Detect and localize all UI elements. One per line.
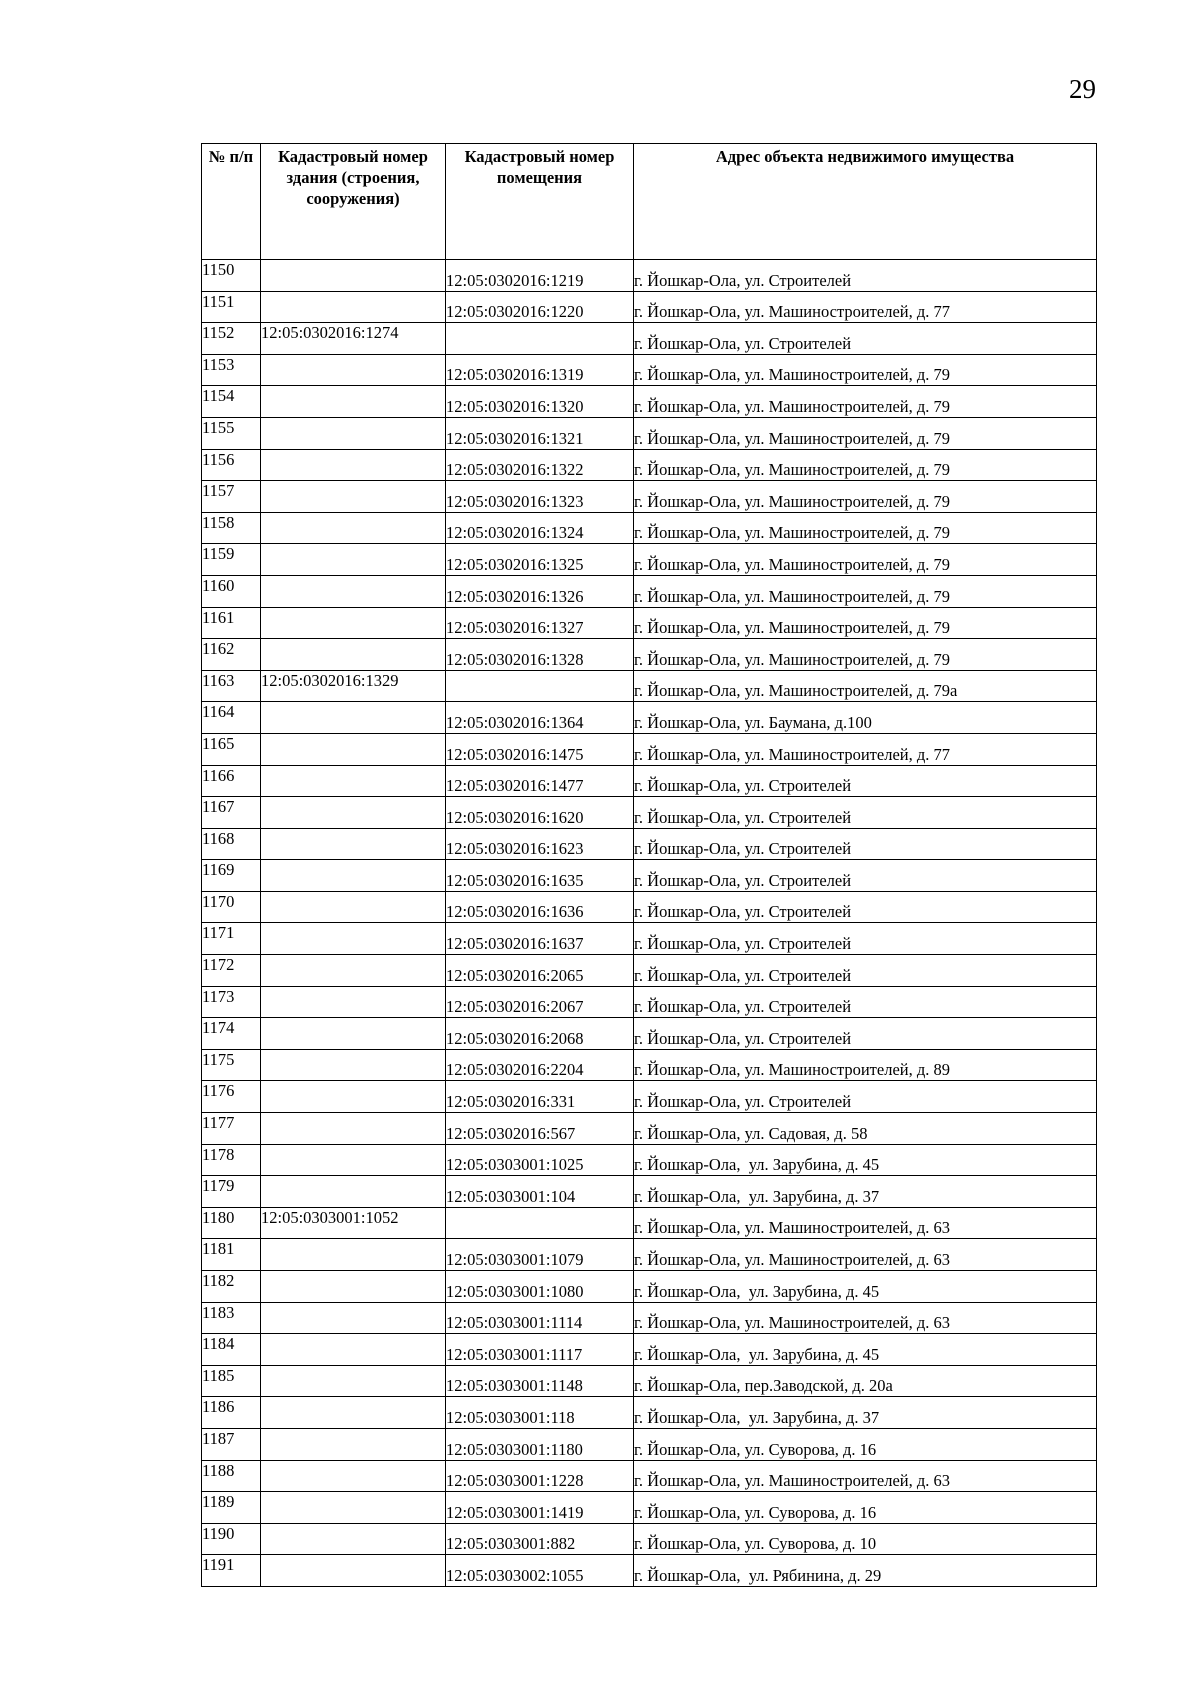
room-cadastral-number: 12:05:0302016:2065	[446, 955, 634, 987]
table-row	[202, 1113, 1097, 1145]
room-cadastral-number: 12:05:0303001:1228	[446, 1460, 634, 1492]
room-cadastral-number	[446, 670, 634, 702]
table-row	[202, 291, 1097, 323]
table-row	[202, 417, 1097, 449]
room-cadastral-number: 12:05:0302016:1636	[446, 891, 634, 923]
property-address: г. Йошкар-Ола, ул. Суворова, д. 16	[634, 1492, 1097, 1524]
property-address: г. Йошкар-Ола, ул. Строителей	[634, 828, 1097, 860]
building-cadastral-number	[261, 1302, 446, 1334]
building-cadastral-number	[261, 512, 446, 544]
property-address: г. Йошкар-Ола, ул. Машиностроителей, д. 63	[634, 1302, 1097, 1334]
property-address: г. Йошкар-Ола, ул. Строителей	[634, 797, 1097, 829]
row-number: 1164	[202, 702, 261, 734]
building-cadastral-number	[261, 1239, 446, 1271]
building-cadastral-number	[261, 1176, 446, 1208]
table-header-row	[202, 144, 1097, 260]
property-address: г. Йошкар-Ола, ул. Зарубина, д. 45	[634, 1334, 1097, 1366]
building-cadastral-number	[261, 1113, 446, 1145]
room-cadastral-number: 12:05:0302016:1324	[446, 512, 634, 544]
row-number: 1152	[202, 323, 261, 355]
building-cadastral-number	[261, 1081, 446, 1113]
table-row	[202, 923, 1097, 955]
row-number: 1166	[202, 765, 261, 797]
table-row	[202, 481, 1097, 513]
table-row	[202, 1523, 1097, 1555]
room-cadastral-number: 12:05:0303001:1114	[446, 1302, 634, 1334]
table-row	[202, 1555, 1097, 1587]
row-number: 1177	[202, 1113, 261, 1145]
table-row	[202, 828, 1097, 860]
building-cadastral-number	[261, 955, 446, 987]
table-row	[202, 1271, 1097, 1303]
row-number: 1190	[202, 1523, 261, 1555]
table-row	[202, 544, 1097, 576]
table-row	[202, 986, 1097, 1018]
property-address: г. Йошкар-Ола, ул. Садовая, д. 58	[634, 1113, 1097, 1145]
property-address: г. Йошкар-Ола, ул. Зарубина, д. 37	[634, 1397, 1097, 1429]
room-cadastral-number: 12:05:0302016:2067	[446, 986, 634, 1018]
row-number: 1155	[202, 417, 261, 449]
property-address: г. Йошкар-Ола, ул. Суворова, д. 16	[634, 1428, 1097, 1460]
building-cadastral-number	[261, 765, 446, 797]
header-number: № п/п	[202, 144, 261, 260]
row-number: 1169	[202, 860, 261, 892]
table-row	[202, 1144, 1097, 1176]
building-cadastral-number	[261, 1334, 446, 1366]
property-address: г. Йошкар-Ола, пер.Заводской, д. 20а	[634, 1365, 1097, 1397]
room-cadastral-number: 12:05:0302016:1323	[446, 481, 634, 513]
property-registry-table	[201, 143, 1097, 1587]
table-row	[202, 575, 1097, 607]
room-cadastral-number	[446, 323, 634, 355]
row-number: 1184	[202, 1334, 261, 1366]
room-cadastral-number: 12:05:0302016:1620	[446, 797, 634, 829]
row-number: 1150	[202, 260, 261, 292]
building-cadastral-number	[261, 1365, 446, 1397]
building-cadastral-number	[261, 260, 446, 292]
row-number: 1167	[202, 797, 261, 829]
row-number: 1188	[202, 1460, 261, 1492]
property-address: г. Йошкар-Ола, ул. Строителей	[634, 323, 1097, 355]
building-cadastral-number	[261, 1397, 446, 1429]
building-cadastral-number	[261, 797, 446, 829]
header-building-cadastral: Кадастровый номер здания (строения, сооружения)	[261, 144, 446, 260]
room-cadastral-number: 12:05:0303002:1055	[446, 1555, 634, 1587]
property-address: г. Йошкар-Ола, ул. Зарубина, д. 45	[634, 1144, 1097, 1176]
row-number: 1168	[202, 828, 261, 860]
row-number: 1161	[202, 607, 261, 639]
property-address: г. Йошкар-Ола, ул. Строителей	[634, 923, 1097, 955]
row-number: 1162	[202, 639, 261, 671]
building-cadastral-number	[261, 1460, 446, 1492]
building-cadastral-number	[261, 386, 446, 418]
row-number: 1170	[202, 891, 261, 923]
building-cadastral-number	[261, 1555, 446, 1587]
room-cadastral-number: 12:05:0302016:567	[446, 1113, 634, 1145]
room-cadastral-number: 12:05:0303001:104	[446, 1176, 634, 1208]
building-cadastral-number	[261, 607, 446, 639]
room-cadastral-number: 12:05:0303001:1419	[446, 1492, 634, 1524]
room-cadastral-number: 12:05:0302016:1319	[446, 354, 634, 386]
room-cadastral-number: 12:05:0303001:1117	[446, 1334, 634, 1366]
room-cadastral-number: 12:05:0302016:1477	[446, 765, 634, 797]
row-number: 1174	[202, 1018, 261, 1050]
property-address: г. Йошкар-Ола, ул. Машиностроителей, д. 89	[634, 1049, 1097, 1081]
room-cadastral-number: 12:05:0302016:1635	[446, 860, 634, 892]
property-address: г. Йошкар-Ола, ул. Суворова, д. 10	[634, 1523, 1097, 1555]
room-cadastral-number: 12:05:0303001:118	[446, 1397, 634, 1429]
table-row	[202, 1207, 1097, 1239]
property-address: г. Йошкар-Ола, ул. Зарубина, д. 37	[634, 1176, 1097, 1208]
building-cadastral-number	[261, 1428, 446, 1460]
table-row	[202, 323, 1097, 355]
room-cadastral-number: 12:05:0302016:1220	[446, 291, 634, 323]
building-cadastral-number	[261, 828, 446, 860]
table-row	[202, 1302, 1097, 1334]
table-row	[202, 607, 1097, 639]
property-address: г. Йошкар-Ола, ул. Строителей	[634, 860, 1097, 892]
building-cadastral-number	[261, 986, 446, 1018]
table-row	[202, 1081, 1097, 1113]
table-row	[202, 1018, 1097, 1050]
row-number: 1179	[202, 1176, 261, 1208]
table-row	[202, 891, 1097, 923]
property-address: г. Йошкар-Ола, ул. Баумана, д.100	[634, 702, 1097, 734]
room-cadastral-number: 12:05:0303001:1180	[446, 1428, 634, 1460]
room-cadastral-number: 12:05:0302016:1623	[446, 828, 634, 860]
building-cadastral-number	[261, 1271, 446, 1303]
room-cadastral-number: 12:05:0303001:1025	[446, 1144, 634, 1176]
building-cadastral-number	[261, 1523, 446, 1555]
row-number: 1157	[202, 481, 261, 513]
header-address: Адрес объекта недвижимого имущества	[634, 144, 1097, 260]
row-number: 1182	[202, 1271, 261, 1303]
building-cadastral-number	[261, 1018, 446, 1050]
row-number: 1165	[202, 733, 261, 765]
table-row	[202, 512, 1097, 544]
table-row	[202, 955, 1097, 987]
building-cadastral-number	[261, 923, 446, 955]
property-address: г. Йошкар-Ола, ул. Машиностроителей, д. 79	[634, 639, 1097, 671]
property-address: г. Йошкар-Ола, ул. Машиностроителей, д. 63	[634, 1207, 1097, 1239]
property-address: г. Йошкар-Ола, ул. Рябинина, д. 29	[634, 1555, 1097, 1587]
building-cadastral-number	[261, 417, 446, 449]
property-address: г. Йошкар-Ола, ул. Строителей	[634, 955, 1097, 987]
property-address: г. Йошкар-Ола, ул. Машиностроителей, д. 79а	[634, 670, 1097, 702]
property-address: г. Йошкар-Ола, ул. Машиностроителей, д. 63	[634, 1460, 1097, 1492]
table-row	[202, 1397, 1097, 1429]
table-row	[202, 1460, 1097, 1492]
table-row	[202, 860, 1097, 892]
property-address: г. Йошкар-Ола, ул. Строителей	[634, 765, 1097, 797]
room-cadastral-number: 12:05:0302016:1321	[446, 417, 634, 449]
row-number: 1186	[202, 1397, 261, 1429]
row-number: 1173	[202, 986, 261, 1018]
building-cadastral-number	[261, 544, 446, 576]
property-address: г. Йошкар-Ола, ул. Машиностроителей, д. 77	[634, 291, 1097, 323]
room-cadastral-number: 12:05:0302016:1637	[446, 923, 634, 955]
row-number: 1158	[202, 512, 261, 544]
room-cadastral-number	[446, 1207, 634, 1239]
table-row	[202, 260, 1097, 292]
building-cadastral-number: 12:05:0302016:1329	[261, 670, 446, 702]
row-number: 1181	[202, 1239, 261, 1271]
property-address: г. Йошкар-Ола, ул. Машиностроителей, д. 79	[634, 512, 1097, 544]
property-address: г. Йошкар-Ола, ул. Машиностроителей, д. 79	[634, 607, 1097, 639]
room-cadastral-number: 12:05:0302016:2068	[446, 1018, 634, 1050]
table-row	[202, 1239, 1097, 1271]
building-cadastral-number	[261, 702, 446, 734]
building-cadastral-number: 12:05:0303001:1052	[261, 1207, 446, 1239]
table-row	[202, 449, 1097, 481]
property-address: г. Йошкар-Ола, ул. Машиностроителей, д. 79	[634, 386, 1097, 418]
row-number: 1160	[202, 575, 261, 607]
row-number: 1171	[202, 923, 261, 955]
table-row	[202, 670, 1097, 702]
table-body	[202, 260, 1097, 1587]
room-cadastral-number: 12:05:0303001:1080	[446, 1271, 634, 1303]
property-address: г. Йошкар-Ола, ул. Зарубина, д. 45	[634, 1271, 1097, 1303]
row-number: 1183	[202, 1302, 261, 1334]
room-cadastral-number: 12:05:0303001:1079	[446, 1239, 634, 1271]
property-address: г. Йошкар-Ола, ул. Строителей	[634, 260, 1097, 292]
building-cadastral-number	[261, 575, 446, 607]
property-address: г. Йошкар-Ола, ул. Строителей	[634, 1081, 1097, 1113]
row-number: 1178	[202, 1144, 261, 1176]
building-cadastral-number	[261, 449, 446, 481]
property-address: г. Йошкар-Ола, ул. Строителей	[634, 986, 1097, 1018]
building-cadastral-number	[261, 481, 446, 513]
table-row	[202, 1492, 1097, 1524]
table-row	[202, 1049, 1097, 1081]
property-address: г. Йошкар-Ола, ул. Машиностроителей, д. 79	[634, 354, 1097, 386]
room-cadastral-number: 12:05:0302016:1219	[446, 260, 634, 292]
property-address: г. Йошкар-Ола, ул. Машиностроителей, д. 77	[634, 733, 1097, 765]
row-number: 1154	[202, 386, 261, 418]
property-address: г. Йошкар-Ола, ул. Машиностроителей, д. 79	[634, 481, 1097, 513]
table-row	[202, 1365, 1097, 1397]
property-address: г. Йошкар-Ола, ул. Машиностроителей, д. 79	[634, 575, 1097, 607]
table-row	[202, 702, 1097, 734]
row-number: 1176	[202, 1081, 261, 1113]
row-number: 1156	[202, 449, 261, 481]
table-row	[202, 797, 1097, 829]
building-cadastral-number: 12:05:0302016:1274	[261, 323, 446, 355]
property-address: г. Йошкар-Ола, ул. Машиностроителей, д. 63	[634, 1239, 1097, 1271]
room-cadastral-number: 12:05:0303001:882	[446, 1523, 634, 1555]
building-cadastral-number	[261, 860, 446, 892]
row-number: 1191	[202, 1555, 261, 1587]
row-number: 1153	[202, 354, 261, 386]
property-address: г. Йошкар-Ола, ул. Строителей	[634, 1018, 1097, 1050]
table-row	[202, 1334, 1097, 1366]
table-row	[202, 1428, 1097, 1460]
room-cadastral-number: 12:05:0302016:1364	[446, 702, 634, 734]
room-cadastral-number: 12:05:0302016:2204	[446, 1049, 634, 1081]
table-row	[202, 765, 1097, 797]
table-row	[202, 639, 1097, 671]
header-room-cadastral: Кадастровый номер помещения	[446, 144, 634, 260]
row-number: 1185	[202, 1365, 261, 1397]
row-number: 1172	[202, 955, 261, 987]
room-cadastral-number: 12:05:0302016:331	[446, 1081, 634, 1113]
table-row	[202, 354, 1097, 386]
building-cadastral-number	[261, 1492, 446, 1524]
room-cadastral-number: 12:05:0302016:1328	[446, 639, 634, 671]
building-cadastral-number	[261, 891, 446, 923]
table-row	[202, 386, 1097, 418]
row-number: 1187	[202, 1428, 261, 1460]
building-cadastral-number	[261, 291, 446, 323]
table-row	[202, 733, 1097, 765]
property-address: г. Йошкар-Ола, ул. Строителей	[634, 891, 1097, 923]
page-number: 29	[1069, 74, 1096, 104]
property-address: г. Йошкар-Ола, ул. Машиностроителей, д. 79	[634, 449, 1097, 481]
room-cadastral-number: 12:05:0302016:1475	[446, 733, 634, 765]
row-number: 1163	[202, 670, 261, 702]
property-address: г. Йошкар-Ола, ул. Машиностроителей, д. 79	[634, 417, 1097, 449]
building-cadastral-number	[261, 639, 446, 671]
row-number: 1180	[202, 1207, 261, 1239]
room-cadastral-number: 12:05:0302016:1325	[446, 544, 634, 576]
room-cadastral-number: 12:05:0302016:1326	[446, 575, 634, 607]
building-cadastral-number	[261, 733, 446, 765]
room-cadastral-number: 12:05:0302016:1327	[446, 607, 634, 639]
row-number: 1159	[202, 544, 261, 576]
row-number: 1151	[202, 291, 261, 323]
building-cadastral-number	[261, 1144, 446, 1176]
table-row	[202, 1176, 1097, 1208]
row-number: 1175	[202, 1049, 261, 1081]
row-number: 1189	[202, 1492, 261, 1524]
building-cadastral-number	[261, 354, 446, 386]
room-cadastral-number: 12:05:0302016:1320	[446, 386, 634, 418]
room-cadastral-number: 12:05:0303001:1148	[446, 1365, 634, 1397]
room-cadastral-number: 12:05:0302016:1322	[446, 449, 634, 481]
building-cadastral-number	[261, 1049, 446, 1081]
property-address: г. Йошкар-Ола, ул. Машиностроителей, д. 79	[634, 544, 1097, 576]
